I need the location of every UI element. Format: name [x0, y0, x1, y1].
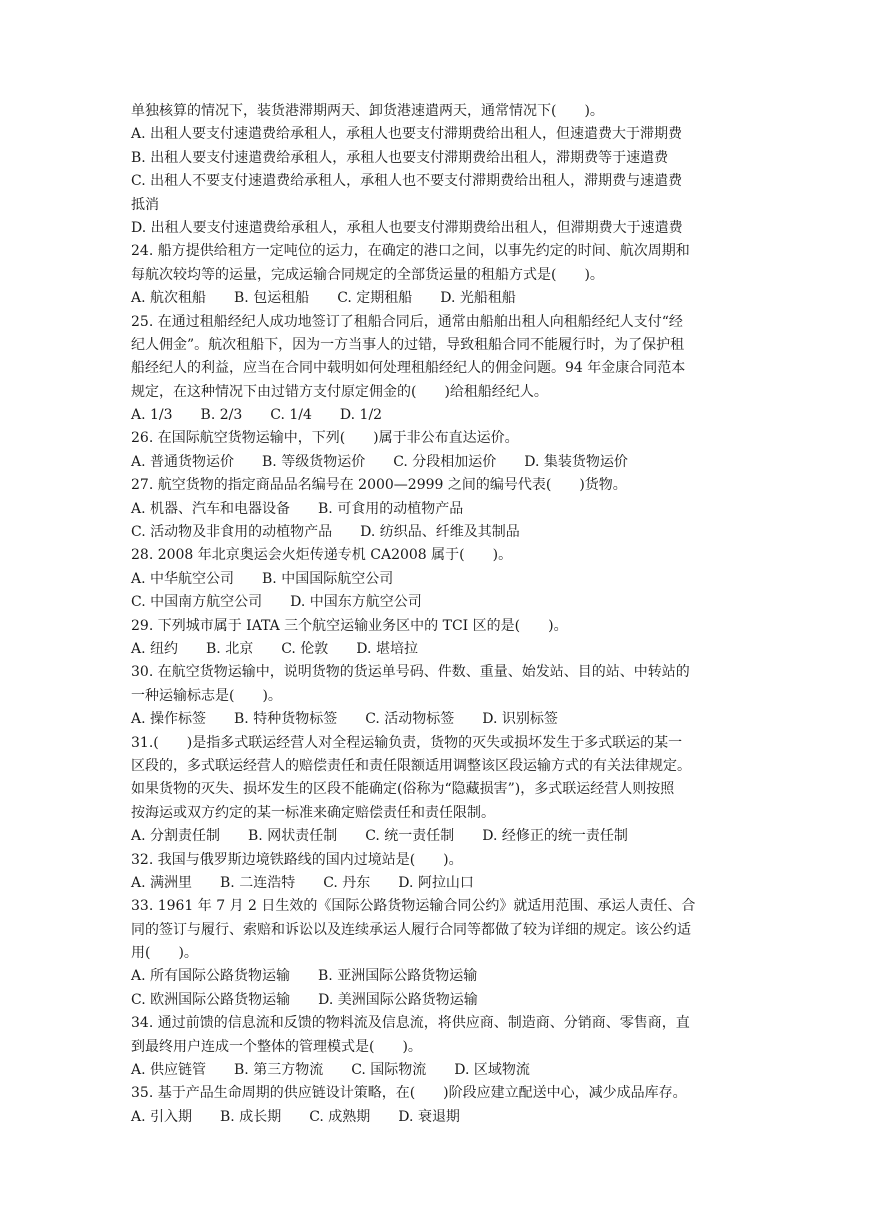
- text-line: 27. 航空货物的指定商品品名编号在 2000—2999 之间的编号代表( )货物。: [131, 477, 627, 494]
- text-line: 30. 在航空货物运输中，说明货物的货运单号码、件数、重量、始发站、目的站、中转站的: [131, 664, 690, 681]
- text-line: 24. 船方提供给租方一定吨位的运力，在确定的港口之间，以事先约定的时间、航次周期和: [131, 243, 690, 260]
- text-line: 26. 在国际航空货物运输中，下列( )属于非公布直达运价。: [131, 430, 519, 447]
- text-line: 33. 1961 年 7 月 2 日生效的《国际公路货物运输合同公约》就适用范围、承运人责任、合: [131, 898, 696, 915]
- text-line: 35. 基于产品生命周期的供应链设计策略，在( )阶段应建立配送中心，减少成品库存。: [131, 1085, 687, 1102]
- text-line: 抵消: [131, 196, 159, 213]
- text-line: A. 分割责任制 B. 网状责任制 C. 统一责任制 D. 经修正的统一责任制: [131, 828, 628, 845]
- text-line: 船经纪人的利益，应当在合同中载明如何处理租船经纪人的佣金问题。94 年金康合同范本: [131, 360, 686, 377]
- text-line: 28. 2008 年北京奥运会火炬传递专机 CA2008 属于( )。: [131, 547, 513, 564]
- text-line: 单独核算的情况下，装货港滞期两天、卸货港速遣两天，通常情况下( )。: [131, 103, 604, 119]
- text-line: A. 满洲里 B. 二连浩特 C. 丹东 D. 阿拉山口: [131, 874, 474, 891]
- text-line: C. 中国南方航空公司 D. 中国东方航空公司: [131, 594, 422, 611]
- text-line: A. 操作标签 B. 特种货物标签 C. 活动物标签 D. 识别标签: [131, 711, 558, 728]
- text-line: 32. 我国与俄罗斯边境铁路线的国内过境站是( )。: [131, 851, 463, 868]
- text-line: D. 出租人要支付速遣费给承租人，承租人也要支付滞期费给出租人，但滞期费大于速遣费: [131, 219, 683, 236]
- text-line: A. 航次租船 B. 包运租船 C. 定期租船 D. 光船租船: [131, 290, 516, 307]
- text-line: 规定，在这种情况下由过错方支付原定佣金的( )给租船经纪人。: [131, 383, 548, 400]
- text-line: 31.( )是指多式联运经营人对全程运输负责，货物的灭失或损坏发生于多式联运的某一: [131, 734, 683, 751]
- text-line: 每航次较均等的运量，完成运输合同规定的全部货运量的租船方式是( )。: [131, 266, 604, 283]
- text-line: 34. 通过前馈的信息流和反馈的物料流及信息流，将供应商、制造商、分销商、零售商，直: [131, 1015, 690, 1032]
- text-line: 如果货物的灭失、损坏发生的区段不能确定(俗称为“隐藏损害”)，多式联运经营人则按照: [131, 781, 675, 798]
- text-line: 到最终用户连成一个整体的管理模式是( )。: [131, 1038, 422, 1055]
- text-line: A. 所有国际公路货物运输 B. 亚洲国际公路货物运输: [131, 968, 478, 985]
- text-line: A. 引入期 B. 成长期 C. 成熟期 D. 衰退期: [131, 1108, 460, 1125]
- document-body: [131, 100, 743, 1129]
- text-line: 同的签订与履行、索赔和诉讼以及连续承运人履行合同等都做了较为详细的规定。该公约适: [131, 921, 691, 938]
- text-line: 用( )。: [131, 945, 198, 962]
- text-line: 区段的，多式联运经营人的赔偿责任和责任限额适用调整该区段运输方式的有关法律规定。: [131, 757, 691, 774]
- text-line: C. 欧洲国际公路货物运输 D. 美洲国际公路货物运输: [131, 991, 478, 1008]
- text-line: C. 出租人不要支付速遣费给承租人，承租人也不要支付滞期费给出租人，滞期费与速遣费: [131, 173, 683, 190]
- text-line: 纪人佣金”。航次租船下，因为一方当事人的过错，导致租船合同不能履行时，为了保护租: [131, 336, 685, 353]
- text-line: 一种运输标志是( )。: [131, 687, 282, 704]
- text-line: A. 中华航空公司 B. 中国国际航空公司: [131, 570, 394, 587]
- text-line: B. 出租人要支付速遣费给承租人，承租人也要支付滞期费给出租人，滞期费等于速遣费: [131, 149, 669, 166]
- text-line: A. 1/3 B. 2/3 C. 1/4 D. 1/2: [131, 407, 383, 424]
- text-line: A. 纽约 B. 北京 C. 伦敦 D. 堪培拉: [131, 640, 418, 657]
- text-line: 25. 在通过租船经纪人成功地签订了租船合同后，通常由船舶出租人向租船经纪人支付“经: [131, 313, 683, 330]
- text-line: A. 供应链管 B. 第三方物流 C. 国际物流 D. 区域物流: [131, 1062, 530, 1079]
- text-line: A. 出租人要支付速遣费给承租人，承租人也要支付滞期费给出租人，但速遣费大于滞期费: [131, 126, 683, 143]
- text-line: A. 普通货物运价 B. 等级货物运价 C. 分段相加运价 D. 集装货物运价: [131, 453, 628, 470]
- text-line: 29. 下列城市属于 IATA 三个航空运输业务区中的 TCI 区的是( )。: [131, 617, 568, 634]
- text-line: 按海运或双方约定的某一标准来确定赔偿责任和责任限制。: [131, 804, 495, 821]
- text-line: C. 活动物及非食用的动植物产品 D. 纺织品、纤维及其制品: [131, 524, 520, 541]
- text-line: A. 机器、汽车和电器设备 B. 可食用的动植物产品: [131, 500, 464, 517]
